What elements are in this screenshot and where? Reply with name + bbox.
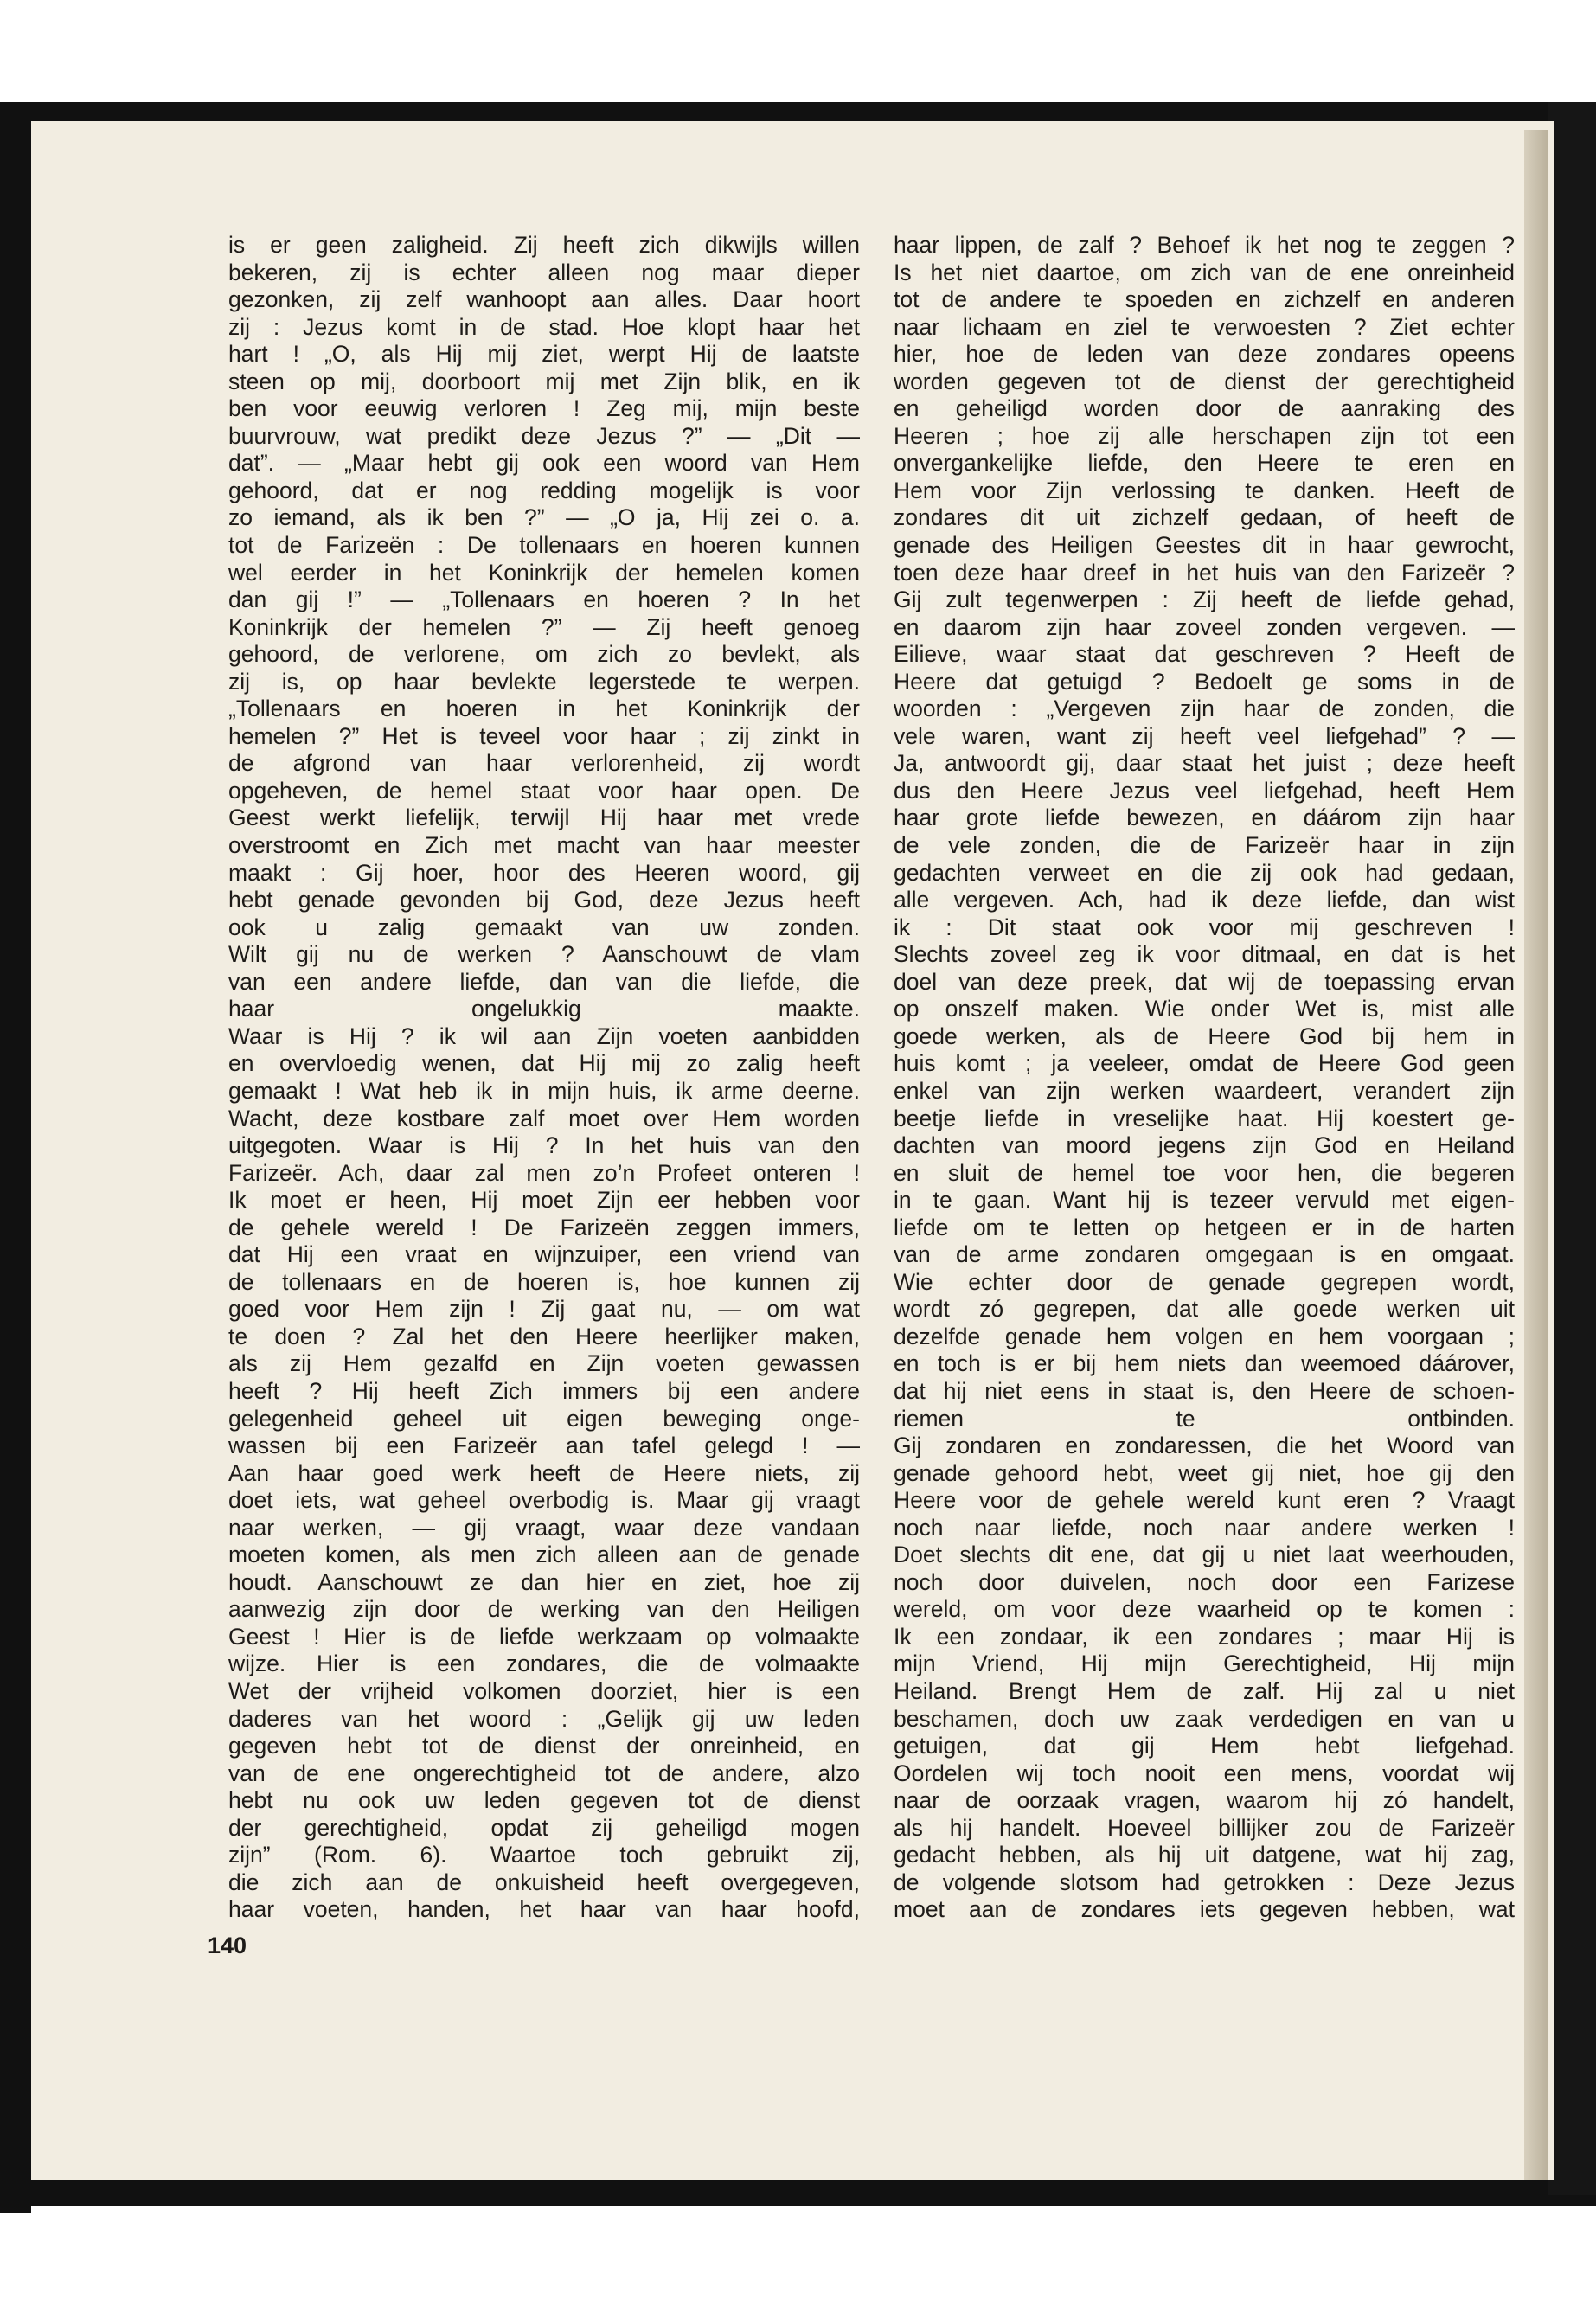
page-number: 140	[208, 1932, 247, 1958]
text-line: gedachten verweet en die zij ook had gedaan,	[894, 859, 1515, 886]
text-line: wereld, om voor deze waarheid op te komen :	[894, 1596, 1515, 1623]
text-line: noch door duivelen, noch door een Farizese	[894, 1568, 1515, 1595]
text-line: en toch is er bij hem niets dan weemoed dáárover,	[894, 1350, 1515, 1377]
text-line: wordt zó gegrepen, dat alle goede werken uit	[894, 1296, 1515, 1323]
text-line: en daarom zijn haar zoveel zonden vergeven. —	[894, 613, 1515, 640]
text-line: Heiland. Brengt Hem de zalf. Hij zal u niet	[894, 1677, 1515, 1704]
text-line: haar voeten, handen, het haar van haar hoofd,	[228, 1896, 860, 1923]
text-line: alle vergeven. Ach, had ik deze liefde, dan wist	[894, 887, 1515, 913]
text-line: uitgegoten. Waar is Hij ? In het huis van den	[228, 1132, 860, 1159]
text-line: Ja, antwoordt gij, daar staat het juist ; deze heeft	[894, 750, 1515, 777]
text-line: vele waren, want zij heeft veel liefgehad” ? —	[894, 722, 1515, 749]
text-line: de tollenaars en de hoeren is, hoe kunnen zij	[228, 1268, 860, 1295]
text-line: naar lichaam en ziel te verwoesten ? Ziet echter	[894, 313, 1515, 340]
text-line: als zij Hem gezalfd en Zijn voeten gewassen	[228, 1350, 860, 1377]
text-line: tot de andere te spoeden en zichzelf en anderen	[894, 286, 1515, 313]
text-line: doel van deze preek, dat wij de toepassing ervan	[894, 968, 1515, 995]
text-line: de gehele wereld ! De Farizeën zeggen immers,	[228, 1214, 860, 1240]
text-line: Koninkrijk der hemelen ?” — Zij heeft genoeg	[228, 613, 860, 640]
text-line: Heere dat getuigd ? Bedoelt ge soms in de	[894, 668, 1515, 695]
text-line: gedacht hebben, als hij uit datgene, wat hij zag,	[894, 1842, 1515, 1868]
text-line: tot de Farizeën : De tollenaars en hoeren kunnen	[228, 532, 860, 559]
text-line: Hem voor Zijn verlossing te danken. Heeft de	[894, 477, 1515, 503]
text-line: als hij handelt. Hoeveel billijker zou de Farizeër	[894, 1814, 1515, 1841]
text-line: en sluit de hemel toe voor hen, die begeren	[894, 1159, 1515, 1186]
text-line: is er geen zaligheid. Zij heeft zich dikwijls willen	[228, 232, 860, 258]
text-line: dus den Heere Jezus veel liefgehad, heeft Hem	[894, 777, 1515, 804]
text-line: dat”. — „Maar hebt gij ook een woord van Hem	[228, 450, 860, 477]
text-line: zij : Jezus komt in de stad. Hoe klopt haar het	[228, 313, 860, 340]
text-line: mijn Vriend, Hij mijn Gerechtigheid, Hij mijn	[894, 1650, 1515, 1677]
scanner-edge-right	[1548, 102, 1596, 2195]
text-line: gehoord, dat er nog redding mogelijk is voor	[228, 477, 860, 503]
text-line: wijze. Hier is een zondares, die de volmaakte	[228, 1650, 860, 1677]
text-line: ook u zalig gemaakt van uw zonden.	[228, 913, 860, 940]
text-line: riemen te ontbinden.	[894, 1405, 1515, 1432]
text-line: Wet der vrijheid volkomen doorziet, hier is een	[228, 1677, 860, 1704]
text-line: moeten komen, als men zich alleen aan de genade	[228, 1541, 860, 1568]
text-line: Heere voor de gehele wereld kunt eren ? Vraagt	[894, 1487, 1515, 1514]
text-line: van de ene ongerechtigheid tot de andere, alzo	[228, 1759, 860, 1786]
text-line: Eilieve, waar staat dat geschreven ? Heeft de	[894, 641, 1515, 668]
text-line: daderes van het woord : „Gelijk gij uw leden	[228, 1705, 860, 1732]
text-line: enkel van zijn werken waardeert, verandert zijn	[894, 1077, 1515, 1104]
text-line: goed voor Hem zijn ! Zij gaat nu, — om wat	[228, 1296, 860, 1323]
text-line: hebt genade gevonden bij God, deze Jezus heeft	[228, 887, 860, 913]
text-line: zijn” (Rom. 6). Waartoe toch gebruikt zij,	[228, 1842, 860, 1868]
text-line: van de arme zondaren omgegaan is en omgaat.	[894, 1241, 1515, 1268]
text-line: overstroomt en Zich met macht van haar meester	[228, 832, 860, 859]
page-gutter-shadow	[1524, 130, 1548, 2180]
text-line: gemaakt ! Wat heb ik in mijn huis, ik arme deerne.	[228, 1077, 860, 1104]
text-line: Gij zondaren en zondaressen, die het Woord van	[894, 1433, 1515, 1459]
text-line: en geheiligd worden door de aanraking des	[894, 395, 1515, 422]
text-line: gehoord, de verlorene, om zich zo bevlekt, als	[228, 641, 860, 668]
text-line: Farizeër. Ach, daar zal men zo’n Profeet onteren !	[228, 1159, 860, 1186]
text-line: zondares dit uit zichzelf gedaan, of heeft de	[894, 504, 1515, 531]
text-line: hebt nu ook uw leden gegeven tot de dienst	[228, 1787, 860, 1814]
text-line: naar werken, — gij vraagt, waar deze vandaan	[228, 1514, 860, 1541]
text-line: beschamen, doch uw zaak verdedigen en van u	[894, 1705, 1515, 1732]
text-line: Waar is Hij ? ik wil aan Zijn voeten aanbidden	[228, 1022, 860, 1049]
text-line: Wie echter door de genade gegrepen wordt,	[894, 1268, 1515, 1295]
text-line: der gerechtigheid, opdat zij geheiligd mogen	[228, 1814, 860, 1841]
text-line: ben voor eeuwig verloren ! Zeg mij, mijn beste	[228, 395, 860, 422]
text-line: Ik een zondaar, ik een zondares ; maar Hij is	[894, 1623, 1515, 1650]
text-line: goede werken, als de Heere God bij hem in	[894, 1022, 1515, 1049]
text-line: Wacht, deze kostbare zalf moet over Hem worden	[228, 1105, 860, 1131]
text-line: hart ! „O, als Hij mij ziet, werpt Hij de laatste	[228, 341, 860, 368]
scanner-edge-bottom	[0, 2180, 1596, 2206]
text-line: te doen ? Zal het den Heere heerlijker maken,	[228, 1323, 860, 1349]
text-line: Heeren ; hoe zij alle herschapen zijn tot een	[894, 422, 1515, 449]
text-line: genade gehoord hebt, weet gij niet, hoe gij den	[894, 1459, 1515, 1486]
text-line: liefde om te letten op hetgeen er in de harten	[894, 1214, 1515, 1240]
text-line: woorden : „Vergeven zijn haar de zonden, die	[894, 695, 1515, 722]
text-line: dachten van moord jegens zijn God en Heiland	[894, 1132, 1515, 1159]
text-line: houdt. Aanschouwt ze dan hier en ziet, hoe zij	[228, 1568, 860, 1595]
text-line: hier, hoe de leden van deze zondares opeens	[894, 341, 1515, 368]
text-line: gegeven hebt tot de dienst der onreinheid, en	[228, 1733, 860, 1759]
text-line: wassen bij een Farizeër aan tafel gelegd ! —	[228, 1433, 860, 1459]
text-line: heeft ? Hij heeft Zich immers bij een andere	[228, 1377, 860, 1404]
text-line: en overvloedig wenen, dat Hij mij zo zalig heeft	[228, 1050, 860, 1077]
text-line: Geest ! Hier is de liefde werkzaam op volmaakte	[228, 1623, 860, 1650]
text-line: buurvrouw, wat predikt deze Jezus ?” — „Dit —	[228, 422, 860, 449]
text-line: Slechts zoveel zeg ik voor ditmaal, en dat is het	[894, 941, 1515, 968]
text-line: genade des Heiligen Geestes dit in haar gewrocht,	[894, 532, 1515, 559]
text-line: naar de oorzaak vragen, waarom hij zó handelt,	[894, 1787, 1515, 1814]
text-line: Doet slechts dit ene, dat gij u niet laat weerhouden,	[894, 1541, 1515, 1568]
text-line: dat hij niet eens in staat is, den Heere de schoen-	[894, 1377, 1515, 1404]
text-line: noch naar liefde, noch naar andere werken !	[894, 1514, 1515, 1541]
text-line: haar lippen, de zalf ? Behoef ik het nog te zeggen ?	[894, 232, 1515, 258]
text-line: in te gaan. Want hij is tezeer vervuld met eigen-	[894, 1187, 1515, 1214]
left-text-column	[228, 232, 860, 1924]
text-line: zo iemand, als ik ben ?” — „O ja, Hij zei o. a.	[228, 504, 860, 531]
scanner-edge-left	[0, 102, 31, 2213]
right-text-column	[894, 232, 1515, 1924]
text-line: op onszelf maken. Wie onder Wet is, mist alle	[894, 996, 1515, 1022]
text-line: van een andere liefde, dan van die liefde, die	[228, 968, 860, 995]
text-line: Ik moet er heen, Hij moet Zijn eer hebben voor	[228, 1187, 860, 1214]
text-line: Geest werkt liefelijk, terwijl Hij haar met vrede	[228, 804, 860, 831]
text-line: haar ongelukkig maakte.	[228, 996, 860, 1022]
text-line: wel eerder in het Koninkrijk der hemelen komen	[228, 559, 860, 586]
text-line: de afgrond van haar verlorenheid, zij wordt	[228, 750, 860, 777]
text-line: hemelen ?” Het is teveel voor haar ; zij zinkt in	[228, 722, 860, 749]
text-line: beetje liefde in vreselijke haat. Hij koestert ge-	[894, 1105, 1515, 1131]
text-line: huis komt ; ja veeleer, omdat de Heere God geen	[894, 1050, 1515, 1077]
text-line: Is het niet daartoe, om zich van de ene onreinheid	[894, 259, 1515, 285]
text-line: moet aan de zondares iets gegeven hebben, wat	[894, 1896, 1515, 1923]
text-line: maakt : Gij hoer, hoor des Heeren woord, gij	[228, 859, 860, 886]
text-line: die zich aan de onkuisheid heeft overgegeven,	[228, 1868, 860, 1895]
text-line: bekeren, zij is echter alleen nog maar dieper	[228, 259, 860, 285]
text-line: Gij zult tegenwerpen : Zij heeft de liefde gehad,	[894, 586, 1515, 613]
text-line: dan gij !” — „Tollenaars en hoeren ? In het	[228, 586, 860, 613]
text-line: steen op mij, doorboort mij met Zijn blik, en ik	[228, 368, 860, 394]
text-line: toen deze haar dreef in het huis van den Farizeër ?	[894, 559, 1515, 586]
text-line: getuigen, dat gij Hem hebt liefgehad.	[894, 1733, 1515, 1759]
text-line: gezonken, zij zelf wanhoopt aan alles. Daar hoort	[228, 286, 860, 313]
text-line: Aan haar goed werk heeft de Heere niets, zij	[228, 1459, 860, 1486]
text-line: dezelfde genade hem volgen en hem voorgaan ;	[894, 1323, 1515, 1349]
text-line: dat Hij een vraat en wijnzuiper, een vriend van	[228, 1241, 860, 1268]
text-line: Oordelen wij toch nooit een mens, voordat wij	[894, 1759, 1515, 1786]
text-line: onvergankelijke liefde, den Heere te eren en	[894, 450, 1515, 477]
text-line: doet iets, wat geheel overbodig is. Maar gij vraagt	[228, 1487, 860, 1514]
text-line: opgeheven, de hemel staat voor haar open. De	[228, 777, 860, 804]
text-line: de vele zonden, die de Farizeër haar in zijn	[894, 832, 1515, 859]
text-line: zij is, op haar bevlekte legerstede te werpen.	[228, 668, 860, 695]
text-line: „Tollenaars en hoeren in het Koninkrijk der	[228, 695, 860, 722]
text-line: ik : Dit staat ook voor mij geschreven !	[894, 913, 1515, 940]
text-line: gelegenheid geheel uit eigen beweging onge-	[228, 1405, 860, 1432]
text-line: de volgende slotsom had getrokken : Deze Jezus	[894, 1868, 1515, 1895]
text-line: aanwezig zijn door de werking van den Heiligen	[228, 1596, 860, 1623]
text-line: worden gegeven tot de dienst der gerechtigheid	[894, 368, 1515, 394]
text-line: haar grote liefde bewezen, en dáárom zijn haar	[894, 804, 1515, 831]
text-line: Wilt gij nu de werken ? Aanschouwt de vlam	[228, 941, 860, 968]
